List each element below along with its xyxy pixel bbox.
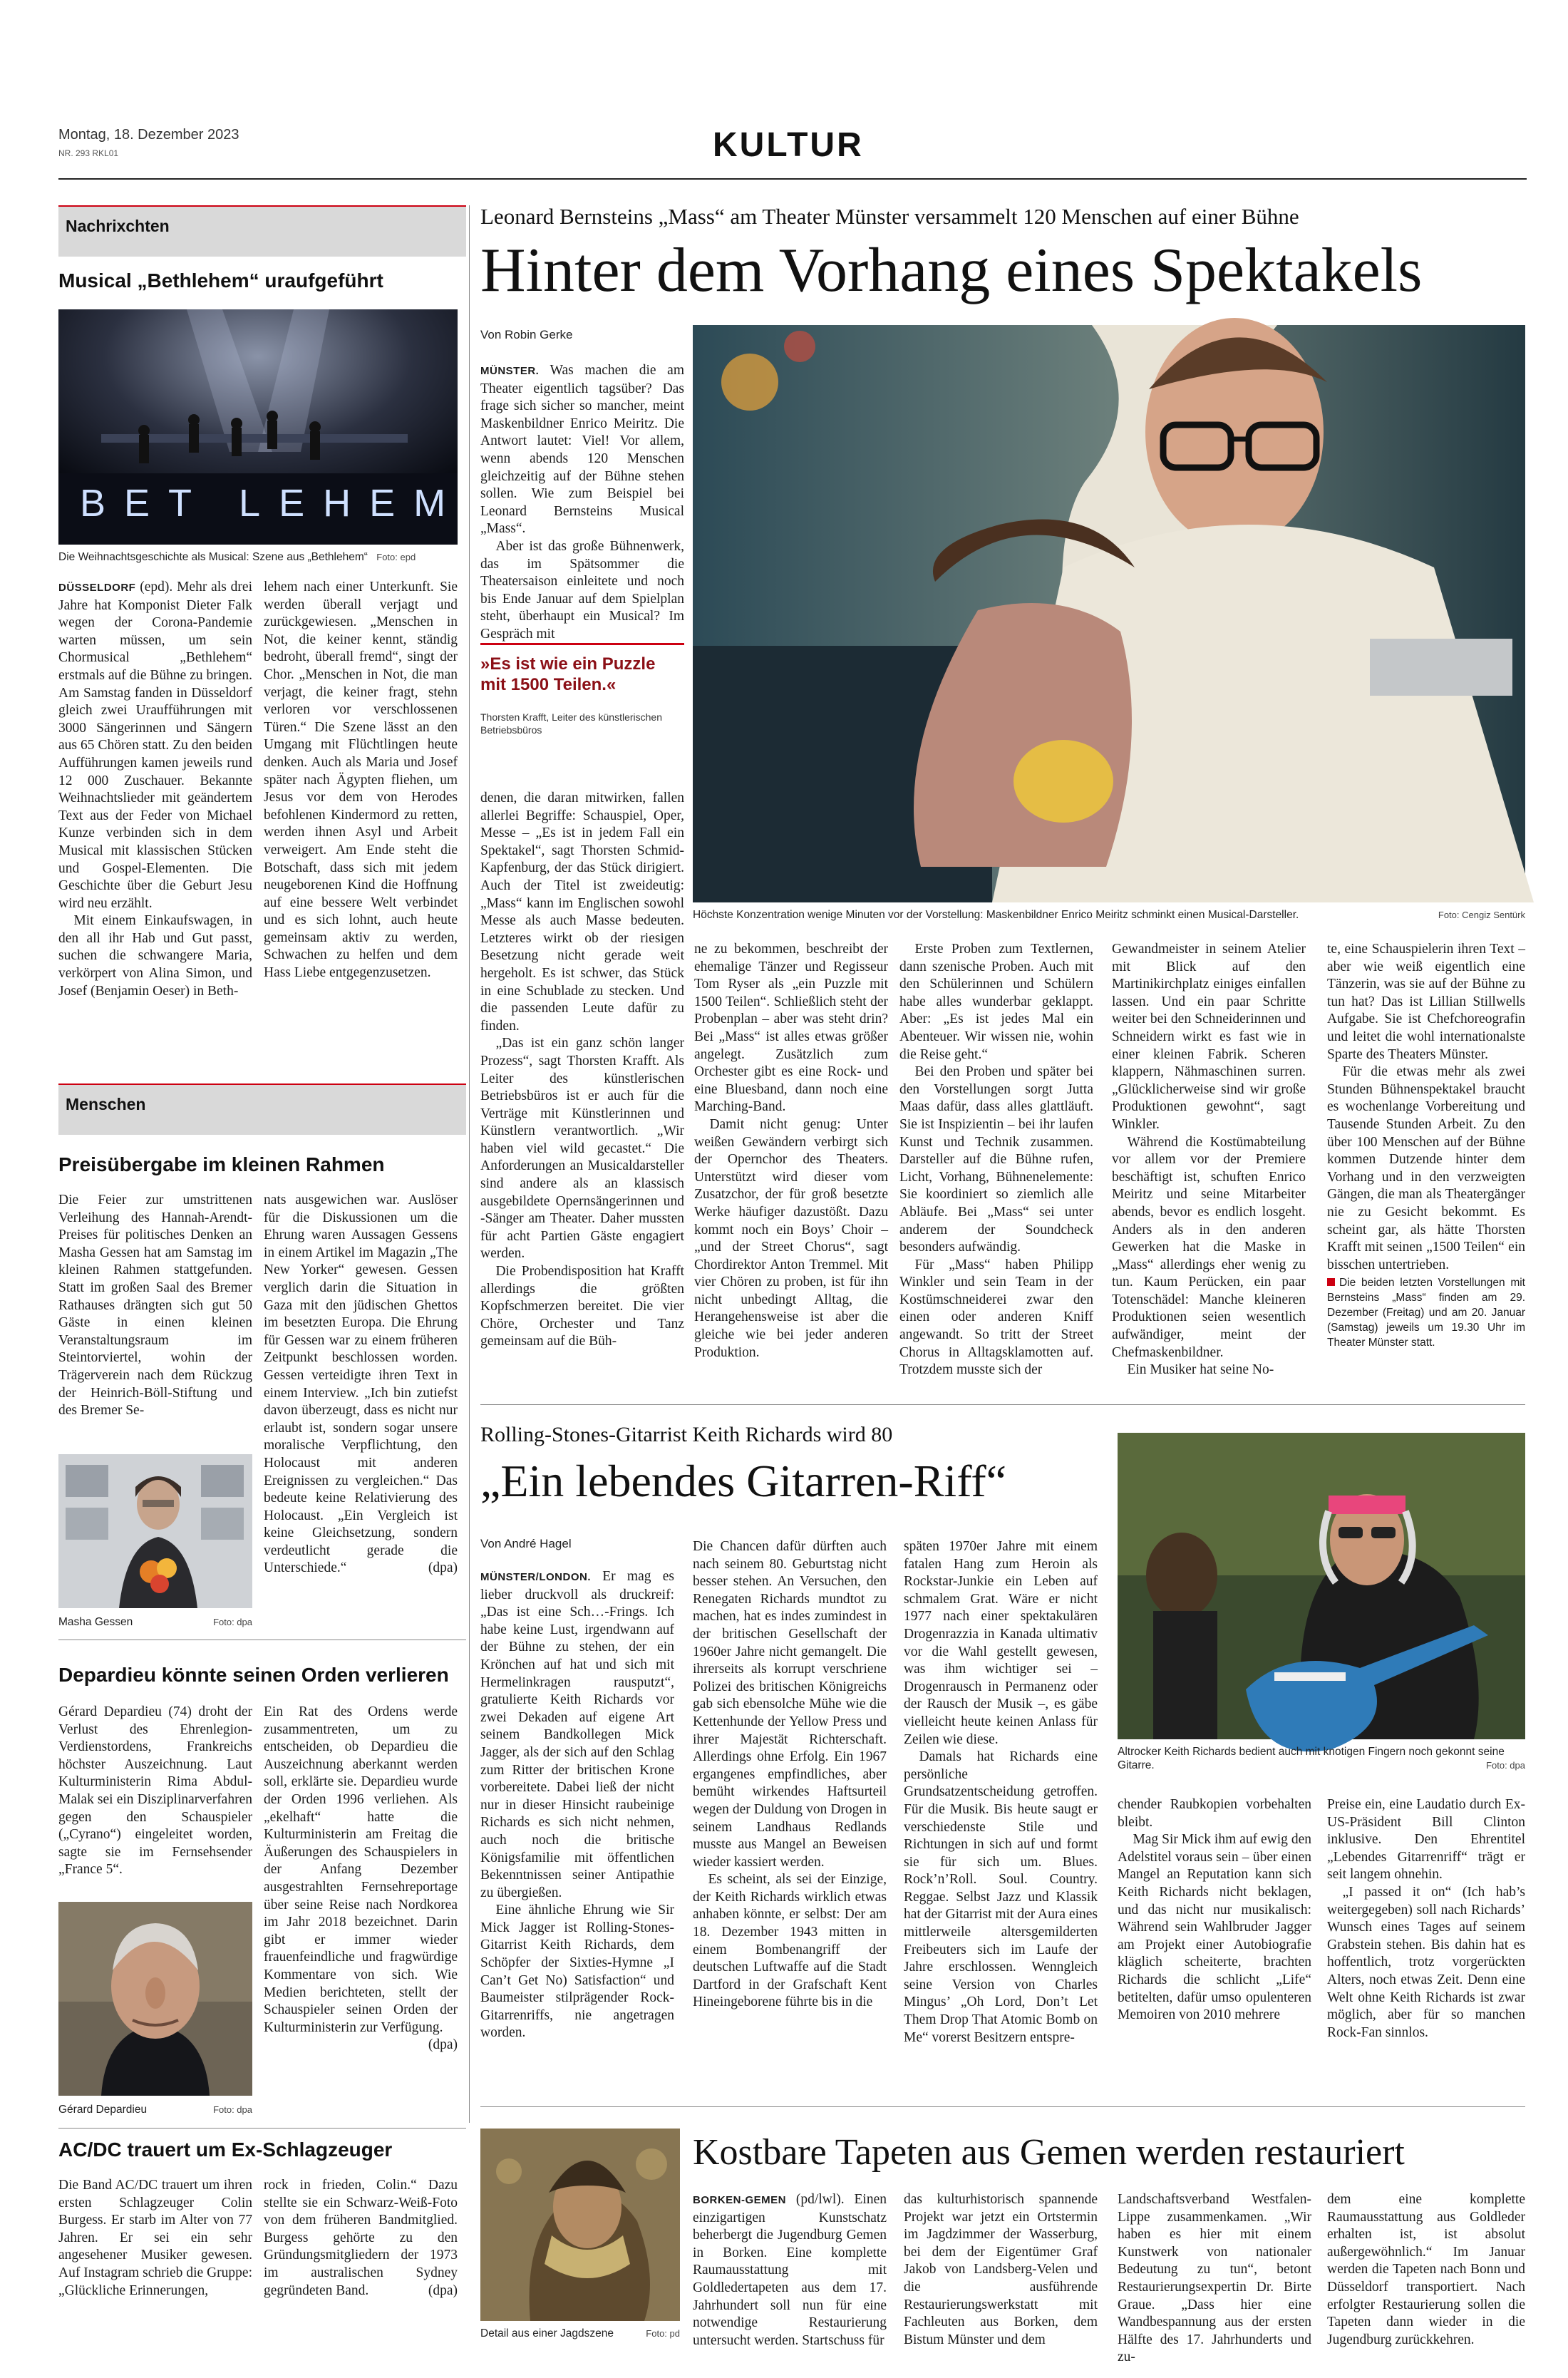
- acdc-headline: AC/DC trauert um Ex-Schlagzeuger: [58, 2138, 393, 2161]
- tapeten-paragraph: (pd/lwl). Einen einzigartigen Kunstschatz beherbergt die Jugendburg Gemen in Borken. Eine komplette Raumausstattung mit Goldledertapeten aus dem 17. Jahrhundert soll nun für eine notwendige Restaurierung untersucht werden. Startschuss für: [693, 2192, 887, 2348]
- bethlehem-col2: [264, 579, 458, 1071]
- bethlehem-credit: Foto: epd: [376, 552, 416, 562]
- stage-letters: BET LEHEM: [80, 482, 465, 525]
- gessen-headline: Preisübergabe im kleinen Rahmen: [58, 1153, 385, 1175]
- depardieu-caption-text: Gérard Depardieu: [58, 2104, 148, 2116]
- richards-paragraph: Die Chancen dafür dürften auch nach seinem 80. Geburtstag nicht besser stehen. An Versuchen, den Renegaten Richards mundtot zu machen, hat es indes zumindest in der britischen Gesellschaft der 1960er Jahre nicht gemangelt. Die ihrerseits als korrupt verschriene Polizei des britischen Königreichs gab sich ebensolche Mühe wie die Kettenhunde der Yellow Press und ihrer Majestät Richterschaft. Allerdings ohne Erfolg. Ein 1967 ergangenes empfindliches, aber bemüht wirkendes Haftsurteil wegen der Duldung von Drogen in seinem Landhaus Redlands musste aus Mangel an Beweisen wieder kassiert werden.: [693, 1539, 887, 1870]
- richards-paragraph: Es scheint, als sei der Einzige, der Keith Richards wirklich etwas anhaben könnte, er selbst: Der am 18. Dezember 1943 mitten in einem Bombenangriff der deutschen Luftwaffe auf die Stadt Dartford in der Grafschaft Kent Hineingeborene führte bis in die: [693, 1872, 887, 2010]
- lead-paragraph: Für „Mass“ haben Philipp Winkler und sein Team in der Kostümschneiderei zwar den einen oder anderen Kniff angewandt. So tritt der Street Chorus in Alltagsklamotten auf. Trotzdem musste sich der: [899, 1257, 1093, 1378]
- section-rule: [480, 2106, 1525, 2107]
- lead-paragraph: Aber ist das große Bühnenwerk, das im Spätsommer die Theatersaison einleitete und noch bis Ende Januar auf dem Spielplan steht, überhaupt ein Musical? Im Gespräch mit: [480, 538, 684, 642]
- header-rule: [58, 178, 1527, 180]
- bethlehem-paragraph: Mit einem Einkaufswagen, in den all ihr Hab und Gut passt, suchen die schwangere Maria, verkörpert von Alina Simon, und Josef (Benjamin Oeser) in Beth-: [58, 913, 252, 999]
- richards-paragraph: chender Raubkopien vorbehalten bleibt.: [1118, 1797, 1311, 1830]
- bethlehem-paragraph: (epd). Mehr als drei Jahre hat Komponist Dieter Falk wegen der Corona-Pandemie warten müssen, um sein Chormusical „Bethlehem“ erstmals auf die Bühne zu bringen. Am Samstag fanden in Düsseldorf gleich zwei Uraufführungen mit 3000 Sängerinnen und Sängern aus 65 Chören statt. Zu den beiden Aufführungen kamen jeweils rund 12 000 Zuschauer. Bekannte Weihnachtslieder mit geändertem Text aus der Feder von Michael Kunze verbinden sich in dem Musical mit klassischen Stücken und Gospel-Elementen. Die Geschichte über die Geburt Jesu wird neu erzählt.: [58, 580, 253, 911]
- lead-paragraph: Erste Proben zum Textlernen, dann szenische Proben. Auch mit den Schülerinnen und Schülern habe alles wunderbar geklappt. Aber: „Es ist jedes Mal ein Abenteuer. Wir wissen nie, wohin die Reise geht.“: [899, 942, 1093, 1062]
- gessen-caption-text: Masha Gessen: [58, 1616, 133, 1628]
- lead-headline: Hinter dem Vorhang eines Spektakels: [480, 236, 1423, 305]
- lead-info-text: Die beiden letzten Vorstellungen mit Bernsteins „Mass“ finden am 29. Dezember (Freitag) und am 20. Januar (Samstag) jeweils um 19.30 Uhr im Theater Münster statt.: [1327, 1277, 1525, 1349]
- bethlehem-dateline: DÜSSELDORF: [58, 582, 136, 594]
- lead-paragraph: Was machen die am Theater eigentlich tagsüber? Das frage sich sicher so mancher, meint Maskenbildner Enrico Meiritz. Die Antwort lautet: Viel! Vor allem, wenn abends 120 Menschen gleichzeitig auf der Bühne stehen sollen. Wie zum Beispiel bei Leonard Bernsteins Musical „Mass“.: [480, 363, 684, 537]
- lead-photo-caption-text: Höchste Konzentration wenige Minuten vor der Vorstellung: Maskenbildner Enrico Meiritz schminkt einen Musical-Darsteller.: [693, 909, 1299, 921]
- lead-photo-credit: Foto: Cengiz Sentürk: [1438, 910, 1525, 920]
- acdc-paragraph: rock in frieden, Colin.“ Dazu stellte sie ein Schwarz-Weiß-Foto von dem früheren Bandmitglied. Burgess gehörte zu den Gründungsmitgliedern der 1973 im australischen Sydney gegründeten Band.: [264, 2178, 458, 2298]
- guitarist-image: [1118, 1433, 1525, 1739]
- lead-paragraph: denen, die daran mitwirken, fallen allerlei Begriffe: Schauspiel, Oper, Messe – „Es ist in jedem Fall ein Spektakel“, sagt Thorsten Schmid-Kapfenburg, der das Stück dirigiert. Auch der Titel ist zweideutig: „Mass“ kann im Englischen sowohl Messe als auch Masse bedeuten. Letzteres wirkt ob der riesigen Besetzung nicht gerade weit hergeholt. Es ist schwer, das Stück in eine Schublade zu stecken. Und die passenden Leute dafür zu finden.: [480, 791, 684, 1034]
- people-section-label: Menschen: [66, 1095, 146, 1113]
- bethlehem-col1: [58, 579, 252, 1071]
- tapeten-paragraph: Landschaftsverband Westfalen-Lippe zusammenkamen. „Wir haben es hier mit einem Kunstwerk von nationaler Bedeutung zu tun“, betont Restaurierungsexpertin Dr. Birte Graue. „Dass hier eine Wandbespannung aus der ersten Hälfte des 17. Jahrhunderts und zu-: [1118, 2192, 1311, 2365]
- header-code: NR. 293 RKL01: [58, 148, 119, 158]
- lead-byline: Von Robin Gerke: [480, 328, 573, 341]
- tapeten-caption-text: Detail aus einer Jagdszene: [480, 2327, 614, 2340]
- portrait-image: [58, 1454, 252, 1608]
- bethlehem-caption-text: Die Weihnachtsgeschichte als Musical: Szene aus „Bethlehem“: [58, 551, 368, 563]
- depardieu-col1: [58, 1704, 252, 1898]
- lead-paragraph: Gewandmeister in seinem Atelier mit Blick auf den Martinikirchplatz einiges einfallen lassen. Und ein paar Schritte weiter bei den Schneiderinnen und Schneidern wirkt es fast wie in einer kleinen Fabrik. Scheren klappern, Nähmaschinen surren. „Glücklicherweise sind wir große Produktionen gewohnt“, sagt Winkler.: [1112, 942, 1306, 1132]
- lead-paragraph: Die Probendisposition hat Krafft allerdings die größten Kopfschmerzen bereitet. Die vier Chöre, Orchester und Tanz gemeinsam auf die Büh-: [480, 1264, 684, 1349]
- richards-col1: [480, 1568, 674, 2096]
- portrait-image: [58, 1902, 252, 2096]
- gessen-paragraph: Die Feier zur umstrittenen Verleihung des Hannah-Arendt-Preises für politisches Denken an Masha Gessen hat am Samstag im kleinen Rahmen stattgefunden. Statt im großen Saal des Bremer Rathauses drängten sich gut 50 Gäste in einen kleinen Veranstaltungsraum im Steintorviertel, wohin der Trägerverein nach dem Rückzug der Heinrich-Böll-Stiftung und des Bremer Se-: [58, 1193, 252, 1419]
- bethlehem-caption: [58, 550, 466, 564]
- lead-col1-bottom: [480, 790, 684, 1391]
- depardieu-paragraph: Ein Rat des Ordens werde zusammentreten, um zu entscheiden, ob Depardieu die Auszeichnung aberkannt werden soll, erklärte sie. Depardieu wurde der Orden 1996 verliehen. Als „ekelhaft“ hatte die Kulturministerin am Freitag die Äußerungen des Schauspielers in der Anfang Dezember ausgestrahlten Fernsehreportage über seine Reise nach Nordkorea im Jahr 2018 bezeichnet. Darin gibt er immer wieder frauenfeindliche und fragwürdige Kommentare von sich. Wie Medien berichteten, stellt der Schauspieler seinen Orden der Kulturministerin zur Verfügung.: [264, 1704, 458, 2035]
- pullquote-author: Thorsten Krafft, Leiter des künstlerischen Betriebsbüros: [480, 711, 662, 736]
- lead-paragraph: Während die Kostümabteilung vor allem vor der Premiere beschäftigt ist, schuften Enrico Meiritz und seine Mitarbeiter abends, bevor es endlich losgeht. Anders als in den anderen Gewerken hat die Maske in „Mass“ allerdings eher wenig zu tun. Kaum Perücken, ein paar Totenschädel: Manche kleineren Produktionen seien wesentlich aufwändiger, meint der Chefmaskenbildner.: [1112, 1134, 1306, 1360]
- gessen-col2: [264, 1192, 458, 1621]
- acdc-col1: [58, 2177, 252, 2320]
- depardieu-photo: [58, 1902, 252, 2096]
- richards-headline: „Ein lebendes Gitarren-Riff“: [480, 1456, 1007, 1506]
- news-section-bar: [58, 205, 466, 257]
- lead-paragraph: Für die etwas mehr als zwei Stunden Bühnenspektakel braucht es wochenlange Vorbereitung und Tausende Stunden Arbeit. Zu den über 100 Menschen auf der Bühne kommen Dutzende hinter dem Vorhang und in den verzweigten Gängen, die man als Theatergänger nie zu Gesicht bekommt. Es scheint gar, als hätte Thorsten Krafft mit seinen „1500 Teilen“ ein bisschen untertrieben.: [1327, 1064, 1525, 1272]
- section-rule: [480, 1404, 1525, 1405]
- lead-paragraph: „Das ist ein ganz schön langer Prozess“, sagt Thorsten Krafft. Als Leiter des künstlerischen Betriebsbüros ist er auch für die Verträge mit Künstlerinnen und Künstlern verantwortlich. „Wir haben viel wild gecastet.“ Die Anforderungen an Musicaldarsteller sind andere als an klassisch ausgebildete Opernsängerinnen und -Sänger am Theater. Daher mussten für acht Partien Gäste engagiert werden.: [480, 1036, 684, 1262]
- lead-col2: [694, 941, 888, 1391]
- richards-byline: Von André Hagel: [480, 1537, 572, 1550]
- tapeten-col3: [1118, 2191, 1311, 2365]
- richards-col5: [1327, 1796, 1525, 2097]
- lead-intro: [480, 362, 684, 642]
- richards-photo-caption: [1118, 1745, 1525, 1772]
- lead-dateline: MÜNSTER.: [480, 365, 540, 377]
- tapeten-paragraph: dem eine komplette Raumausstattung aus Goldleder erhalten ist, ist absolut außergewöhnlich.“ Im Januar werden die Tapeten nach Bonn und Düsseldorf transportiert. Nach erfolgter Restaurierung sollen die Tapeten dann wieder in die Jugendburg zurückkehren.: [1327, 2192, 1525, 2347]
- lead-paragraph: ne zu bekommen, beschreibt der ehemalige Tänzer und Regisseur Tom Ryser als „ein Puzzle mit 1500 Teilen“. Schließlich steht der Probenplan – aber was steht drin? Bei „Mass“ ist alles etwas größer angelegt. Zusätzlich zum Orchester gibt es eine Rock- und eine Bluesband, dann noch eine Marching-Band.: [694, 942, 888, 1115]
- richards-dateline: MÜNSTER/LONDON.: [480, 1571, 591, 1583]
- richards-credit: Foto: dpa: [1486, 1760, 1525, 1771]
- lead-col4: [1112, 941, 1306, 1391]
- lead-col3: [899, 941, 1093, 1391]
- tapeten-col4: [1327, 2191, 1525, 2345]
- info-square-icon: [1327, 1278, 1335, 1286]
- richards-paragraph: Eine ähnliche Ehrung wie Sir Mick Jagger ist Rolling-Stones-Gitarrist Keith Richards, dem Schöpfer der Sixties-Hymne „I Can’t Get No) Satisfaction“ und Baumeister stilprägender Rock-Gitarrenriffs, nie angetragen worden.: [480, 1903, 674, 2041]
- gessen-col1: [58, 1192, 252, 1446]
- makeup-artist-image: [693, 325, 1525, 902]
- lead-paragraph: Damit nicht genug: Unter weißen Gewändern verbirgt sich der Opernchor des Theaters. Unterstützt wird dieser vom Zusatzchor, der für groß besetzte Werke häufiger dazustößt. Dazu kommt noch ein Boys’ Choir – „und der Street Chorus“, sagt Chordirektor Anton Tremmel. Mit vier Chören zu proben, ist für ihn nicht unbedingt Alltag, die Herangehensweise ist aber die gleiche wie bei jeder anderen Produktion.: [694, 1116, 888, 1360]
- gessen-caption: [58, 1615, 252, 1629]
- richards-col3: [904, 1538, 1098, 2097]
- bethlehem-photo: [58, 309, 465, 545]
- richards-paragraph: Preise ein, eine Laudatio durch Ex-US-Präsident Bill Clinton inklusive. Den Ehrentitel „Lebendes Gitarrenriff“ trägt er seit langem ohnehin.: [1327, 1797, 1525, 1883]
- acdc-agency: (dpa): [428, 2282, 458, 2298]
- richards-col4: [1118, 1796, 1311, 2097]
- depardieu-paragraph: Gérard Depardieu (74) droht der Verlust des Ehrenlegion-Verdienstordens, Frankreichs höchster Auszeichnung. Laut Kulturministerin Rima Abdul-Malak sei ein Disziplinarverfahren gegen den Schauspieler („Cyrano“) eingeleitet worden, sagte sie im Fernsehsender „France 5“.: [58, 1704, 252, 1878]
- richards-photo: [1118, 1433, 1525, 1739]
- depardieu-caption: [58, 2103, 252, 2116]
- lead-paragraph: te, eine Schauspielerin ihren Text – aber wie weiß eigentlich eine Tänzerin, was sie auf der Bühne zu tun hat? Das ist Lillian Stillwells Aufgabe. Sie ist Chefchoreografin und leitet die wohl internationalste Sparte des Theaters Münster.: [1327, 942, 1525, 1062]
- tapeten-paragraph: das kulturhistorisch spannende Projekt war jetzt ein Ortstermin im Jagdzimmer der Wasserburg, bei dem der Eigentümer Graf Jakob von Landsberg-Velen und die ausführende Restaurierungswerkstatt mit Fachleuten aus Borken, dem Bistum Münster und dem: [904, 2192, 1098, 2347]
- bethlehem-paragraph: lehem nach einer Unterkunft. Sie werden überall verjagt und zurückgewiesen. „Menschen in Not, die keiner kennt, ständig bedroht, überall fremd“, singt der Chor. „Menschen in Not, die man verjagt, die keiner fragt, stehn verloren vor verschlossenen Türen.“ Die Szene lässt an den Umgang mit Flüchtlingen heute denken. Auch als Maria und Josef später nach Ägypten fliehen, um Jesus vor dem von Herodes befohlenen Kindermord zu retten, werden ihnen Asyl und Arbeit verweigert. Am Ende steht die Botschaft, dass sich mit jedem neugeborenen Kind die Hoffnung auf eine bessere Welt verbindet und es sich lohnt, auch heute gemeinsam aktiv zu werden, Schwachen zu helfen und dem Hass Liebe entgegenzusetzen.: [264, 580, 458, 981]
- people-section-bar: [58, 1084, 466, 1135]
- acdc-paragraph: Die Band AC/DC trauert um ihren ersten Schlagzeuger Colin Burgess. Er starb im Alter von 77 Jahren. Er sei ein sehr angesehener Musiker gewesen. Auf Instagram schrieb die Gruppe: „Glückliche Erinnerungen,: [58, 2178, 252, 2298]
- sidebar-rule: [58, 2128, 466, 2129]
- lead-pullquote: [480, 643, 684, 736]
- richards-kicker: Rolling-Stones-Gitarrist Keith Richards wird 80: [480, 1423, 893, 1446]
- richards-paragraph: Mag Sir Mick ihm auf ewig den Adelstitel voraus sein – über einen Mangel an Reputation kann sich Keith Richards nicht beklagen, und das nicht nur musikalisch: Während sein Wahlbruder Jagger am Projekt einer Autobiografie kläglich scheiterte, brachten Richards die schlicht „Life“ betitelten, dafür umso opulenteren Memoiren von 2010 mehrere: [1118, 1832, 1311, 2023]
- news-section-label: Nachrixchten: [66, 217, 170, 235]
- tapeten-col1: [693, 2191, 887, 2348]
- bethlehem-headline: Musical „Bethlehem“ uraufgeführt: [58, 269, 383, 292]
- pullquote-text: »Es ist wie ein Puzzle mit 1500 Teilen.«: [480, 654, 656, 694]
- stage-image: [58, 309, 465, 545]
- depardieu-col2: [264, 1704, 458, 2124]
- richards-col2: [693, 1538, 887, 2097]
- richards-paragraph: Damals hat Richards eine persönliche Grundsatzentscheidung getroffen. Für die Musik. Bis heute saugt er verschiedenste Stile und Richtungen in sich auf und formt sie für sich um. Blues. Rock’n’Roll. Soul. Country. Reggae. Selbst Jazz und Klassik hat der Gitarrist mit der Aura eines mittlerweile altersgemilderten Freibeuters sich im Laufe der Jahre erschlossen. Wenngleich seine Version von Charles Mingus’ „Oh Lord, Don’t Let Them Drop That Atomic Bomb on Me“ vorerst Besitzern entspre-: [904, 1749, 1098, 2045]
- tapeten-caption: [480, 2327, 680, 2340]
- gessen-photo: [58, 1454, 252, 1608]
- depardieu-credit: Foto: dpa: [213, 2104, 252, 2115]
- acdc-col2: [264, 2177, 458, 2320]
- richards-paragraph: „I passed it on“ (Ich hab’s weitergegeben) soll nach Richards’ Wunsch eines Tages auf seinem Grabstein stehen. Bis dahin hat es hoffentlich, trotz vorgerückten Alters, noch etwas Zeit. Denn eine Welt ohne Keith Richards ist zwar möglich, aber für so manchen Rock-Fan sinnlos.: [1327, 1884, 1525, 2040]
- sidebar-divider: [469, 205, 470, 2123]
- richards-paragraph: Er mag es lieber druckvoll als druckreif: „Das ist eine Sch…-Frings. Ich habe keine Lust, irgendwann auf der Bühne zu stehen, der ein Krönchen auf hat und sich mit Hermelinkragen rausputzt“, gratulierte Keith Richards vor zwei Dekaden auf eigene Art seinem Bandkollegen Mick Jagger, als der sich auf den Schlag zum Ritter der britischen Krone vorbereitete. Dabei ließ der nicht nur in dieser Hinsicht raubeinige Richards es sich nicht nehmen, auch noch die britische Königsfamilie mit öffentlichen Bekenntnissen seiner Antipathie zu übergießen.: [480, 1569, 674, 1900]
- richards-caption-text: Altrocker Keith Richards bedient auch mit knotigen Fingern noch gekonnt seine Gitarre.: [1118, 1746, 1505, 1771]
- tapeten-credit: Foto: pd: [646, 2328, 680, 2339]
- tapeten-col2: [904, 2191, 1098, 2345]
- gessen-credit: Foto: dpa: [213, 1617, 252, 1627]
- lead-kicker: Leonard Bernsteins „Mass“ am Theater Münster versammelt 120 Menschen auf einer Bühne: [480, 204, 1299, 229]
- depardieu-agency: (dpa): [428, 2037, 458, 2053]
- lead-photo: [693, 325, 1525, 902]
- header-date: Montag, 18. Dezember 2023: [58, 127, 239, 143]
- lead-info-box: [1327, 1275, 1525, 1350]
- tapeten-dateline: BORKEN-GEMEN: [693, 2194, 787, 2206]
- lead-paragraph: Ein Musiker hat seine No-: [1127, 1362, 1274, 1378]
- gessen-paragraph: nats ausgewichen war. Auslöser für die Diskussionen um die Ehrung waren Aussagen Gessens in einem Artikel im Magazin „The New Yorker“ gewesen. Gessen verglich darin die Situation in Gaza mit den jüdischen Ghettos im besetzten Europa. Die Ehrung für Gessen war zu einem früheren Zeitpunkt beschlossen worden. Gessen verteidigte ihren Text in einem Interview. „Ich bin zutiefst davon überzeugt, dass es nicht nur erlaubt ist, sondern sogar unsere moralische Verpflichtung, den Holocaust mit anderen Ereignissen zu vergleichen.“ Das bedeute keine Relativierung des Holocaust. „Ein Vergleich ist keine Gleichsetzung, sondern verdeutlicht gerade die Unterschiede.“: [264, 1193, 458, 1576]
- tapeten-headline: Kostbare Tapeten aus Gemen werden restauriert: [693, 2132, 1405, 2173]
- richards-paragraph: späten 1970er Jahre mit einem fatalen Hang zum Heroin als Rockstar-Junkie ein Leben auf schmalem Grat. Wäre er nicht 1977 nach einer spektakulären Drogenrazzia in Kanada ultimativ vor die Wahl gestellt gewesen, was ihm wichtiger sei – Drogenrausch in Permanenz oder der Rausch der Musik –, es gäbe vielleicht heute keinen Anlass für Zeilen wie diese.: [904, 1539, 1098, 1747]
- lead-paragraph: Bei den Proben und später bei den Vorstellungen sorgt Jutta Maas dafür, dass alles glattläuft. Sie ist Inspizientin – bei ihr laufen Kunst und Technik zusammen. Darsteller auf die Bühne rufen, Licht, Vorhang, Bühnenelemente: Sie koordiniert so ziemlich alle Abläufe. Bei „Mass“ sei unter anderem der Soundcheck besonders aufwändig.: [899, 1064, 1093, 1255]
- depardieu-headline: Depardieu könnte seinen Orden verlieren: [58, 1664, 449, 1686]
- tapeten-photo: [480, 2129, 680, 2321]
- tapestry-image: [480, 2129, 680, 2321]
- gessen-agency: (dpa): [428, 1560, 458, 1576]
- lead-photo-caption: [693, 908, 1525, 922]
- section-title: KULTUR: [713, 126, 864, 164]
- lead-col5: [1327, 941, 1525, 1391]
